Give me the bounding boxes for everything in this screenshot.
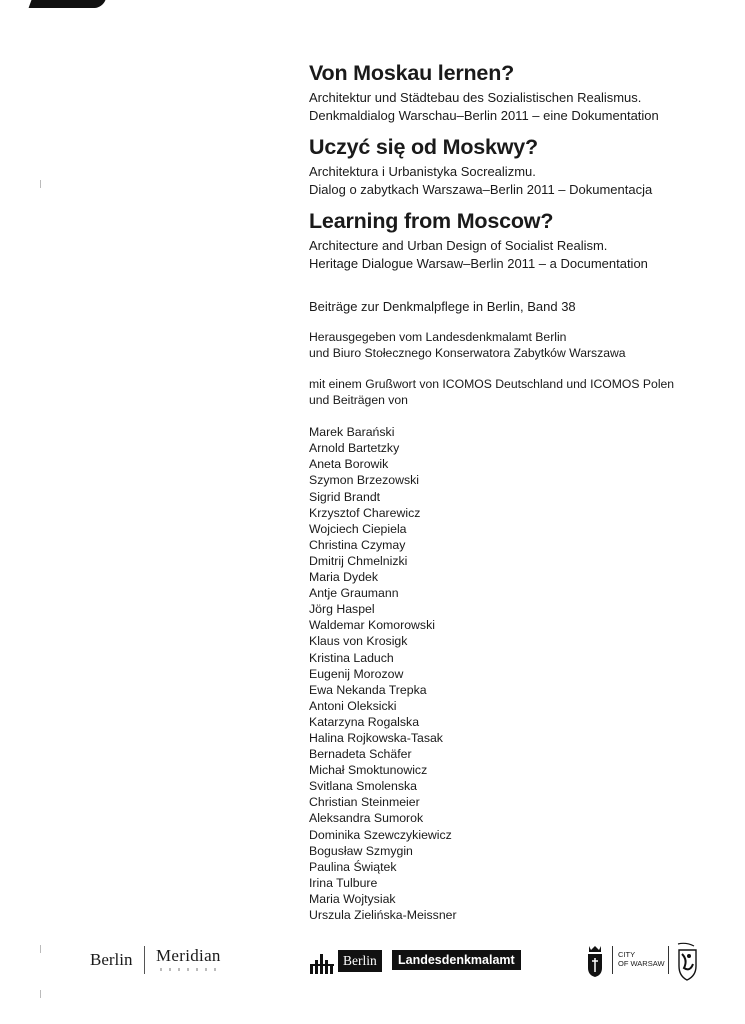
heritage-office-logo-icon xyxy=(672,942,702,982)
greeting-line-1: mit einem Grußwort von ICOMOS Deutschland und ICOMOS Polen xyxy=(309,376,675,391)
contributor-name: Bogusław Szmygin xyxy=(309,843,413,858)
contributor-name: Michał Smoktunowicz xyxy=(309,763,428,778)
logo-divider xyxy=(612,946,613,974)
scan-tick xyxy=(40,990,41,998)
contributor-name: Krzysztof Charewicz xyxy=(309,505,421,520)
contributor-name: Dmitrij Chmelnizki xyxy=(309,553,408,568)
contributor-name: Katarzyna Rogalska xyxy=(309,714,420,729)
contributor-name: Svitlana Smolenska xyxy=(309,779,417,794)
contributor-name: Christian Steinmeier xyxy=(309,795,420,810)
lda-name-label: Landesdenkmalamt xyxy=(392,950,521,970)
scan-artifact xyxy=(29,0,106,8)
warsaw-line-1: CITY xyxy=(618,950,636,959)
subtitle-polish-line-2: Dialog o zabytkach Warszawa–Berlin 2011 – Dokumentacja xyxy=(309,181,653,197)
contributor-name: Halina Rojkowska-Tasak xyxy=(309,730,443,745)
warsaw-line-2: OF WARSAW xyxy=(618,959,665,968)
contributor-name: Szymon Brzezowski xyxy=(309,473,420,488)
title-block-en xyxy=(309,208,729,272)
title-english: Learning from Moscow? xyxy=(309,209,554,233)
berlin-bars-icon xyxy=(310,954,336,974)
contributor-name: Antje Graumann xyxy=(309,586,399,601)
contributor-name: Arnold Bartetzky xyxy=(309,441,400,456)
city-of-warsaw-logo xyxy=(618,950,665,968)
lda-city-label: Berlin xyxy=(338,950,382,972)
contributor-name: Marek Barański xyxy=(309,425,395,440)
series-info: Beiträge zur Denkmalpflege in Berlin, Band 38 xyxy=(309,299,576,314)
title-block-pl xyxy=(309,134,729,198)
subtitle-polish-line-1: Architektura i Urbanistyka Socrealizmu. xyxy=(309,164,536,179)
subtitle-english-line-1: Architecture and Urban Design of Socialist Realism. xyxy=(309,238,608,253)
berlin-logo-text: Berlin xyxy=(90,950,133,969)
title-page-content xyxy=(309,60,729,923)
contributor-name: Bernadeta Schäfer xyxy=(309,747,412,762)
subtitle-german-line-1: Architektur und Städtebau des Sozialistischen Realismus. xyxy=(309,90,642,105)
contributor-name: Antoni Oleksicki xyxy=(309,698,397,713)
contributor-name: Christina Czymay xyxy=(309,537,406,552)
logo-divider xyxy=(144,946,145,974)
contributor-name: Eugenij Morozow xyxy=(309,666,404,681)
contributor-name: Jörg Haspel xyxy=(309,602,375,617)
meridian-logo-text: Meridian xyxy=(156,946,221,965)
contributor-name: Klaus von Krosigk xyxy=(309,634,408,649)
contributor-name: Paulina Świątek xyxy=(309,859,397,874)
warsaw-crest-icon xyxy=(585,944,605,978)
editors-line-2: und Biuro Stołecznego Konserwatora Zabytków Warszawa xyxy=(309,346,626,361)
contributor-name: Urszula Zielińska-Meissner xyxy=(309,908,457,922)
contributor-name: Ewa Nekanda Trepka xyxy=(309,682,427,697)
title-german: Von Moskau lernen? xyxy=(309,61,515,85)
contributor-name: Aleksandra Sumorok xyxy=(309,811,424,826)
scan-tick xyxy=(40,180,41,188)
contributor-name: Wojciech Ciepiela xyxy=(309,521,407,536)
subtitle-english-line-2: Heritage Dialogue Warsaw–Berlin 2011 – a Documentation xyxy=(309,255,648,271)
contributor-name: Maria Wojtysiak xyxy=(309,891,396,906)
contributor-name: Irina Tulbure xyxy=(309,875,378,890)
contributor-name: Waldemar Komorowski xyxy=(309,618,435,633)
contributor-name: Sigrid Brandt xyxy=(309,489,381,504)
editors-line-1: Herausgegeben vom Landesdenkmalamt Berlin xyxy=(309,330,567,344)
title-block-de xyxy=(309,60,729,124)
contributor-name: Maria Dydek xyxy=(309,570,379,585)
greeting-line-2: und Beiträgen von xyxy=(309,392,408,407)
title-polish: Uczyć się od Moskwy? xyxy=(309,135,538,159)
publisher-logos xyxy=(0,938,745,988)
contributor-name: Aneta Borowik xyxy=(309,457,389,472)
contributor-name: Kristina Laduch xyxy=(309,650,394,665)
contributor-name: Dominika Szewczykiewicz xyxy=(309,827,452,842)
greeting-note xyxy=(309,376,729,409)
subtitle-german-line-2: Denkmaldialog Warschau–Berlin 2011 – eine Dokumentation xyxy=(309,107,659,123)
logo-divider xyxy=(668,946,669,974)
editors xyxy=(309,329,729,362)
meridian-logo-tagline xyxy=(160,968,220,971)
contributor-list xyxy=(309,424,729,923)
